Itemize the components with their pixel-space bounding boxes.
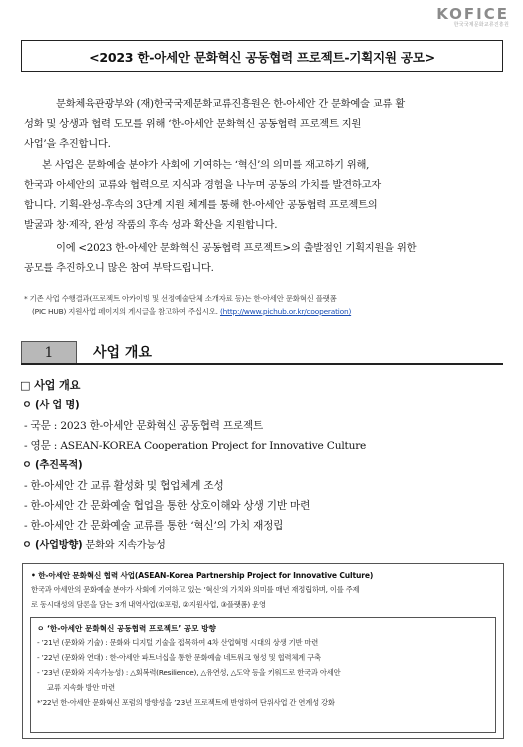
direction-label: ㅇ (사업방향) (22, 540, 83, 551)
intro-paragraph-1 (24, 94, 502, 154)
partnership-box-line-1: 한국과 아세안의 문화예술 분야가 사회에 기여하고 있는 ‘혁신’의 가치와 의미를 매년 재정립하며, 이를 주제 (31, 585, 360, 594)
purpose-label: ㅇ (추진목적) (22, 460, 83, 471)
partnership-box-line-2: 로 동시대성의 담론을 담는 3개 내역사업(①포럼, ②지원사업, ③플랫폼) 운영 (31, 600, 266, 609)
purpose-item-1: - 한-아세안 간 교류 활성화 및 협업체계 조성 (24, 480, 224, 492)
intro-p3-line-2: 공모를 추진하오니 많은 참여 부탁드립니다. (24, 262, 214, 274)
intro-paragraph-3 (24, 238, 502, 278)
overview-outline (20, 376, 506, 556)
project-name-label: ㅇ (사 업 명) (22, 400, 80, 411)
direction-value: 문화와 지속가능성 (82, 540, 166, 551)
purpose-item-3: - 한-아세안 간 문화예술 교류를 통한 ‘혁신’의 가치 재정립 (24, 520, 284, 532)
direction-row (20, 536, 506, 556)
intro-p3-line-1: 이에 <2023 한-아세안 문화혁신 공동협력 프로젝트>의 출발점인 기획지원을 위한 (56, 242, 417, 254)
call-direction-note: *’22년 한-아세안 문화혁신 포럼의 방향성을 ’23년 프로젝트에 반영하여 단위사업 간 연계성 강화 (37, 698, 335, 707)
logo-subtext: 한국국제문화교류진흥원 (453, 22, 509, 28)
partnership-box-title: • 한-아세안 문화혁신 협력 사업(ASEAN-Korea Partnership Project for Innovative Culture) (31, 571, 374, 580)
intro-p2-line-2: 한국과 아세안의 교류와 협력으로 지식과 경험을 나누며 공동의 가치를 발견하고자 (24, 179, 381, 191)
intro-p1-line-1: 문화체육관광부와 (재)한국국제문화교류진흥원은 한-아세안 간 문화예술 교류 활 (56, 98, 405, 110)
logo-text: KOFICE (436, 5, 509, 23)
overview-heading: □ 사업 개요 (20, 379, 81, 392)
purpose-item-2: - 한-아세안 간 문화예술 협업을 통한 상호이해와 상생 기반 마련 (24, 500, 311, 512)
call-direction-2021: - ’21년 (문화와 기술) : 문화와 디지털 기술을 접목하여 4차 산업혁명 시대의 상생 기반 마련 (37, 638, 319, 647)
title-box (21, 40, 503, 72)
intro-p2-line-4: 발굴과 창·제작, 완성 작품의 후속 성과 확산을 지원합니다. (24, 219, 278, 231)
section-number: 1 (21, 341, 77, 363)
pichub-link[interactable]: (http://www.pichub.or.kr/cooperation) (219, 307, 352, 316)
note-line-2 (24, 305, 504, 318)
call-direction-2022: - ’22년 (문화와 연대) : 한-아세안 파트너십을 통한 문화예술 네트워크 형성 및 협력체계 구축 (37, 653, 321, 662)
intro-paragraph-2 (24, 155, 502, 235)
note-line-1: * 기존 사업 수행결과(프로젝트 아카이빙 및 선정예술단체 소개자료 등)는 한-아세안 문화혁신 플랫폼 (24, 294, 337, 303)
section-header (21, 341, 503, 365)
call-direction-2023: - ’23년 (문화와 지속가능성) : △회복력(Resilience), △유연성, △도약 등을 키워드로 한국과 아세안 (37, 668, 341, 677)
intro-p1-line-3: 사업’을 추진합니다. (24, 138, 111, 150)
project-name-english: - 영문 : ASEAN-KOREA Cooperation Project for Innovative Culture (24, 440, 367, 452)
note-line-2-text: (PIC HUB) 지원사업 페이지의 게시글을 참고하여 주십시오. (32, 307, 220, 316)
page-title: <2023 한-아세안 문화혁신 공동협력 프로젝트-기획지원 공모> (89, 49, 435, 65)
project-name-korean: - 국문 : 2023 한-아세안 문화혁신 공동협력 프로젝트 (24, 420, 264, 432)
reference-note (24, 292, 504, 318)
kofice-logo (436, 6, 509, 28)
intro-p1-line-2: 성화 및 상생과 협력 도모를 위해 ‘한-아세안 문화혁신 공동협력 프로젝트 지원 (24, 118, 362, 130)
intro-p2-line-1: 본 사업은 문화예술 분야가 사회에 기여하는 ‘혁신’의 의미를 재고하기 위해, (42, 159, 370, 171)
section-title: 사업 개요 (93, 345, 152, 361)
call-direction-2023-cont: 교류 지속화 방안 마련 (47, 683, 115, 692)
intro-p2-line-3: 합니다. 기획-완성-후속의 3단계 지원 체계를 통해 한-아세안 공동협력 프로젝트의 (24, 199, 378, 211)
call-direction-title: ㅇ ‘한-아세안 문화혁신 공동협력 프로젝트’ 공모 방향 (37, 624, 216, 633)
call-direction-box (30, 617, 496, 733)
